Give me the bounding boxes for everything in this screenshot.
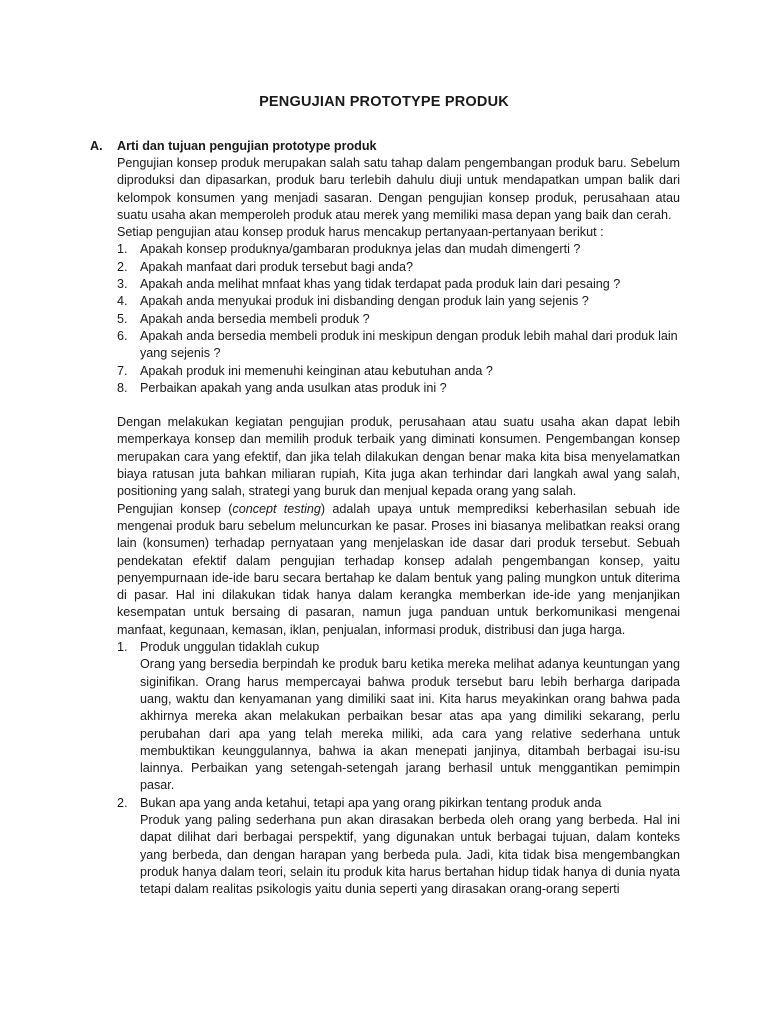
list-number: 1. <box>117 242 128 257</box>
list-item-text: Apakah produk ini memenuhi keinginan atau kebutuhan anda ? <box>140 363 493 378</box>
section-heading <box>90 138 690 155</box>
point-heading: Produk unggulan tidaklah cukup <box>140 640 320 655</box>
list-item-text: Apakah anda bersedia membeli produk ini meskipun dengan produk lebih mahal dari produk lain yang sejenis ? <box>140 328 678 361</box>
list-item <box>117 380 680 397</box>
section-letter: A. <box>90 139 103 153</box>
intro-paragraph: Pengujian konsep produk merupakan salah satu tahap dalam pengembangan produk baru. Sebelum diproduksi dan dipasarkan, produk baru terlebih dahulu diuji untuk mendapatkan umpan balik dari kelompok konsumen yang menjadi sasaran. Dengan pengujian konsep produk, perusahaan atau suatu usaha akan memperoleh produk atau merek yang memiliki masa depan yang baik dan cerah. <box>117 156 680 222</box>
numbered-point <box>117 639 680 795</box>
questions-intro: Setiap pengujian atau konsep produk harus mencakup pertanyaan-pertanyaan berikut : <box>117 225 604 240</box>
list-item <box>117 328 680 363</box>
list-number: 7. <box>117 363 128 378</box>
paragraph-spacer <box>117 397 680 414</box>
list-item-text: Apakah konsep produknya/gambaran produknya jelas dan mudah dimengerti ? <box>140 242 581 257</box>
list-item-text: Apakah anda melihat mnfaat khas yang tidak terdapat pada produk lain dari pesaing ? <box>140 277 621 292</box>
list-item <box>117 241 680 258</box>
list-item <box>117 276 680 293</box>
list-item-text: Apakah anda bersedia membeli produk ? <box>140 311 370 326</box>
list-item <box>117 293 680 310</box>
paragraph-3-start: Pengujian konsep ( <box>117 501 233 516</box>
list-item-text: Perbaikan apakah yang anda usulkan atas produk ini ? <box>140 380 447 395</box>
paragraph-3 <box>117 501 680 639</box>
numbered-point <box>117 795 680 899</box>
list-number: 5. <box>117 311 128 326</box>
list-item <box>117 363 680 380</box>
list-number: 3. <box>117 277 128 292</box>
list-number: 4. <box>117 294 128 309</box>
point-number: 2. <box>117 795 128 810</box>
point-text: Orang yang bersedia berpindah ke produk baru ketika mereka melihat adanya keuntungan yang siginifikan. Orang harus mempercayai bahwa produk tersebut baru lebih berharga daripada uang, waktu dan kenyamanan yang dimiliki saat ini. Kita harus meyakinkan orang bahwa pada akhirnya mereka akan melakukan perbaikan besar atas apa yang dimiliki sekarang, perlu perubahan dari apa yang telah mereka miliki, ada cara yang relative sederhana untuk membuktikan keunggulannya, bahwa ia akan menepati janjinya, ditambah berbagai isu-isu lainnya. Perbaikan yang setengah-setengah jarang berhasil untuk menggantikan pemimpin pasar. <box>140 657 680 793</box>
paragraph-2: Dengan melakukan kegiatan pengujian produk, perusahaan atau suatu usaha akan dapat lebih memperkaya konsep dan memilih produk terbaik yang diminati konsumen. Pengembangan konsep merupakan cara yang efektif, dan jika telah dilakukan dengan benar maka kita bisa menyelamatkan biaya ratusan juta bahkan miliaran rupiah, Kita juga akan terhindar dari langkah awal yang salah, positioning yang salah, strategi yang buruk dan menjual kepada orang yang salah. <box>117 415 680 499</box>
question-list <box>117 241 680 397</box>
list-number: 8. <box>117 380 128 395</box>
paragraph-3-rest: ) adalah upaya untuk memprediksi keberhasilan sebuah ide mengenai produk baru sebelum meluncurkan ke pasar. Proses ini biasanya melibatkan reaksi orang lain (konsumen) terhadap pernyataan yang menjelaskan ide dasar dari produk tersebut. Sebuah pendekatan efektif dalam pengujian terhadap konsep adalah pengembangan konsep, yaitu penyempurnaan ide-ide baru secara bertahap ke dalam bentuk yang paling mungkon untuk diterima di pasar. Hal ini dilakukan tidak hanya dalam kerangka memberkan ide-ide yang menjanjikan kesempatan untuk bersaing di pasaran, namun juga panduan untuk berkomunikasi mengenai manfaat, kegunaan, kemasan, iklan, penjualan, informasi produk, distribusi dan juga harga. <box>117 501 680 637</box>
section-heading-text: Arti dan tujuan pengujian prototype produk <box>117 139 377 153</box>
page-title: PENGUJIAN PROTOTYPE PRODUK <box>259 94 509 110</box>
list-item <box>117 311 680 328</box>
body-text <box>117 155 680 898</box>
list-number: 6. <box>117 328 128 343</box>
list-number: 2. <box>117 259 128 274</box>
list-item-text: Apakah anda menyukai produk ini disbanding dengan produk lain yang sejenis ? <box>140 294 589 309</box>
point-heading: Bukan apa yang anda ketahui, tetapi apa yang orang pikirkan tentang produk anda <box>140 795 602 810</box>
point-text: Produk yang paling sederhana pun akan dirasakan berbeda oleh orang yang berbeda. Hal ini dapat dilihat dari berbagai perspektif, yang digunakan untuk berbagai tujuan, dalam konteks yang berbeda, dan dengan harapan yang berbeda pula. Jadi, kita tidak bisa mengembangkan produk hanya dalam teori, selain itu produk kita harus bertahan hidup tidak hanya di dunia nyata tetapi dalam realitas psikologis yaitu dunia seperti yang dirasakan orang-orang seperti <box>140 812 680 897</box>
point-number: 1. <box>117 640 128 655</box>
list-item-text: Apakah manfaat dari produk tersebut bagi anda? <box>140 259 414 274</box>
list-item <box>117 259 680 276</box>
italic-term: concept testing <box>232 501 321 516</box>
